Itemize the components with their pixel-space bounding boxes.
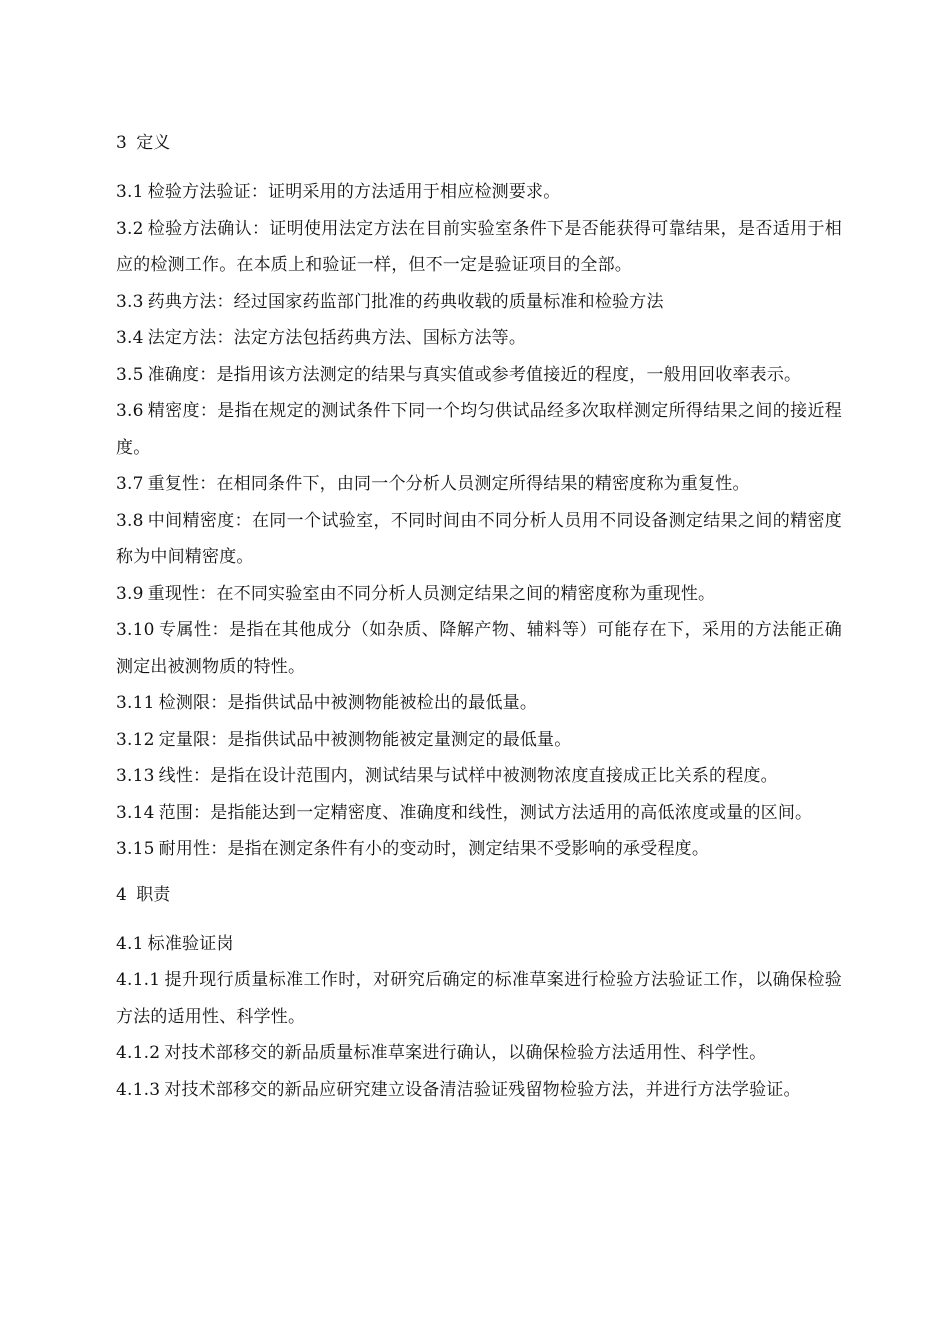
item-text: 范围：是指能达到一定精密度、准确度和线性，测试方法适用的高低浓度或量的区间。 (158, 802, 813, 823)
definition-item (116, 685, 842, 722)
section-title: 职责 (136, 884, 171, 905)
item-number: 3.11 (116, 693, 155, 713)
section-4-heading (116, 878, 842, 912)
item-text: 重现性：在不同实验室由不同分析人员测定结果之间的精密度称为重现性。 (147, 583, 716, 604)
definition-item (116, 758, 842, 795)
item-text: 药典方法：经过国家药监部门批准的药典收载的质量标准和检验方法 (147, 291, 664, 312)
document-page (116, 126, 842, 1108)
responsibility-item (116, 1072, 842, 1109)
item-number: 3.9 (116, 583, 144, 604)
item-text: 中间精密度：在同一个试验室，不同时间由不同分析人员用不同设备测定结果之间的精密度称为中间精密度。 (116, 510, 842, 567)
section-number: 3 (116, 133, 127, 153)
item-number: 3.7 (116, 474, 144, 494)
item-number: 3.1 (116, 182, 144, 202)
item-number: 3.8 (116, 510, 144, 531)
item-text: 精密度：是指在规定的测试条件下同一个均匀供试品经多次取样测定所得结果之间的接近程度。 (116, 401, 842, 458)
responsibility-item (116, 1035, 842, 1072)
item-text: 法定方法：法定方法包括药典方法、国标方法等。 (147, 328, 527, 348)
item-text: 检验方法确认：证明使用法定方法在目前实验室条件下是否能获得可靠结果，是否适用于相应的检测工作。在本质上和验证一样，但不一定是验证项目的全部。 (116, 218, 842, 275)
definition-item (116, 393, 842, 466)
definition-item (116, 174, 842, 211)
item-text: 耐用性：是指在测定条件有小的变动时，测定结果不受影响的承受程度。 (158, 839, 710, 859)
section-number: 4 (116, 884, 127, 905)
definition-item (116, 612, 842, 685)
item-number: 3.12 (116, 729, 155, 750)
item-text: 专属性：是指在其他成分（如杂质、降解产物、辅料等）可能存在下，采用的方法能正确测定出被测物质的特性。 (116, 620, 842, 677)
section-title: 定义 (136, 133, 171, 153)
responsibility-item (116, 926, 842, 963)
item-text: 对技术部移交的新品应研究建立设备清洁验证残留物检验方法，并进行方法学验证。 (164, 1079, 801, 1100)
item-text: 定量限：是指供试品中被测物能被定量测定的最低量。 (158, 729, 572, 750)
definition-item (116, 831, 842, 868)
item-text: 准确度：是指用该方法测定的结果与真实值或参考值接近的程度，一般用回收率表示。 (147, 364, 802, 385)
item-text: 重复性：在相同条件下，由同一个分析人员测定所得结果的精密度称为重复性。 (147, 474, 750, 494)
definition-item (116, 211, 842, 284)
item-number: 3.10 (116, 620, 155, 640)
definition-item (116, 320, 842, 357)
item-number: 3.3 (116, 291, 144, 312)
item-number: 4.1.3 (116, 1079, 161, 1100)
item-text: 提升现行质量标准工作时，对研究后确定的标准草案进行检验方法验证工作，以确保检验方法的适用性、科学性。 (116, 970, 842, 1027)
responsibility-item (116, 962, 842, 1035)
item-number: 3.15 (116, 839, 155, 859)
item-number: 3.6 (116, 401, 144, 421)
item-text: 检测限：是指供试品中被测物能被检出的最低量。 (158, 693, 538, 713)
item-text: 检验方法验证：证明采用的方法适用于相应检测要求。 (147, 182, 561, 202)
item-number: 3.2 (116, 218, 144, 239)
section-3-heading (116, 126, 842, 160)
definition-item (116, 503, 842, 576)
item-number: 4.1 (116, 933, 144, 954)
item-text: 标准验证岗 (147, 933, 234, 954)
definition-item (116, 466, 842, 503)
item-text: 对技术部移交的新品质量标准草案进行确认，以确保检验方法适用性、科学性。 (164, 1043, 767, 1063)
definition-item (116, 795, 842, 832)
item-text: 线性：是指在设计范围内，测试结果与试样中被测物浓度直接成正比关系的程度。 (158, 766, 778, 786)
definition-item (116, 284, 842, 321)
item-number: 3.13 (116, 766, 155, 786)
definition-item (116, 576, 842, 613)
item-number: 3.5 (116, 364, 144, 385)
item-number: 3.14 (116, 802, 155, 823)
item-number: 4.1.1 (116, 970, 161, 990)
item-number: 4.1.2 (116, 1043, 161, 1063)
definition-item (116, 722, 842, 759)
item-number: 3.4 (116, 328, 144, 348)
definition-item (116, 357, 842, 394)
